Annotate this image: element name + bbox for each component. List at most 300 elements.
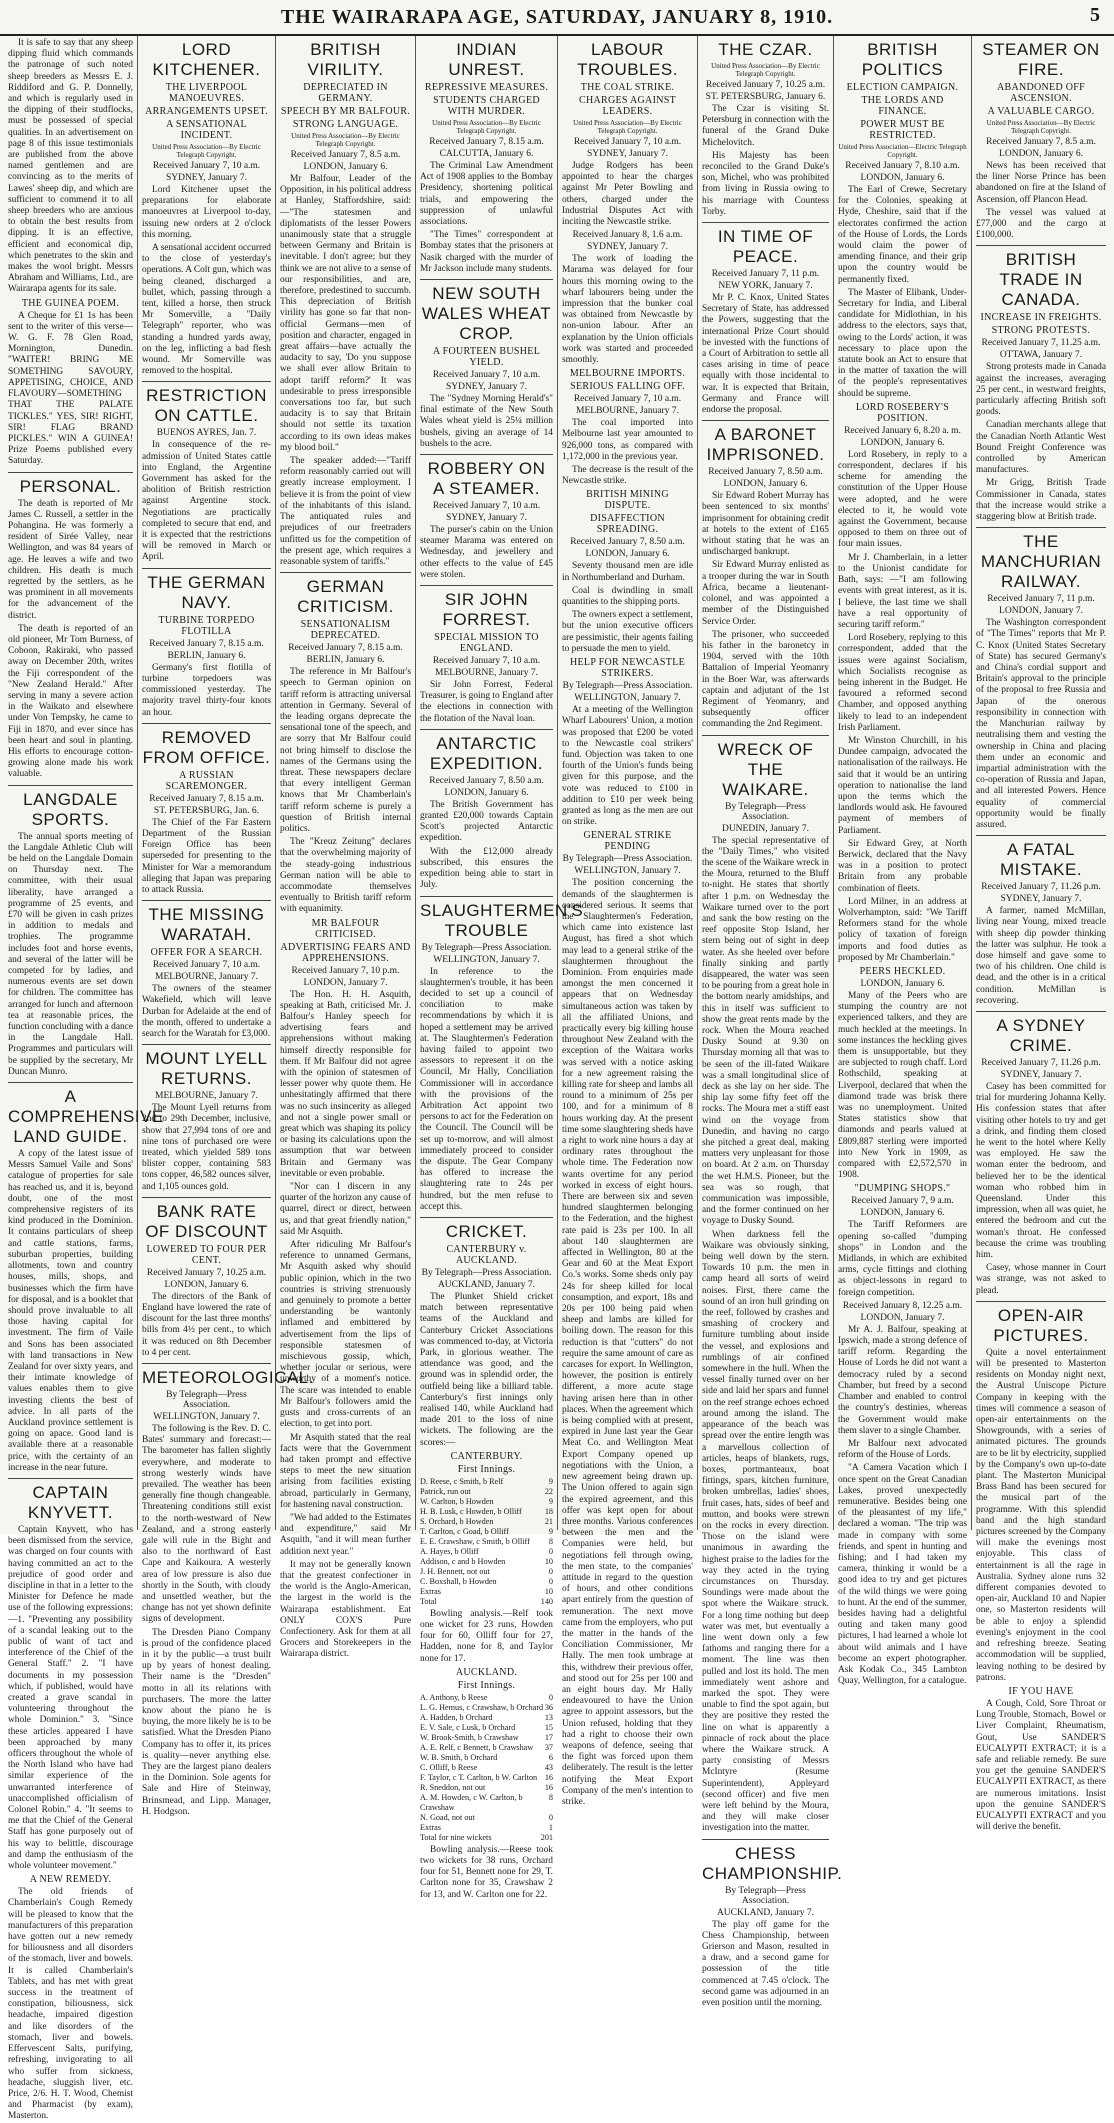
dateline: Received January 7, 10 a.m. <box>152 960 261 971</box>
scorecard-row <box>420 1587 553 1597</box>
scorecard <box>420 1693 553 1843</box>
article-subheading: First Innings. <box>457 1463 516 1475</box>
article-headline: LANGDALE SPORTS. <box>23 789 118 829</box>
article-divider <box>976 1011 1106 1012</box>
article-headline: CAPTAIN KNYVETT. <box>27 1482 114 1522</box>
scorecard-row <box>420 1743 553 1753</box>
article-paragraph: The Mount Lyell returns from 2nd to 29th December, inclusive, show that 27,994 tons of ore and nine tons of purchased ore were treated, which yielded 589 tons blister copper, containing 583 tons copper, 46,582 ounces silver, and 1,105 ounces gold. <box>142 1103 271 1192</box>
article-headline: ANTARCTIC EXPEDITION. <box>429 733 544 773</box>
article-paragraph: The reference in Mr Balfour's speech to German opinion on tariff reform is attracting universal attention in Germany. Several of the leading organs deprecate the sensational tone of the speech, and are sorry that Mr Balfour could not bring himself to disclose the names of the Germans using the threat. These newspapers declare that every intelligent German knows that Mr Chamberlain's tariff reform scheme is purely a question of British internal politics. <box>280 667 411 834</box>
article-headline: BRITISH POLITICS <box>861 40 944 79</box>
batsman: E. E. Crawshaw, c Smith, b Olliff <box>420 1536 530 1546</box>
article-subheading: ADVERTISING FEARS AND APPREHENSIONS. <box>280 941 411 964</box>
article-paragraph: The owners of the steamer Wakefield, which will leave Durban for Adelaide at the end of the month, offered to undertake a search for the Waratah for £3,000. <box>142 984 271 1039</box>
article-headline: NEW SOUTH WALES WHEAT CROP. <box>421 284 552 344</box>
article-paragraph: Sir John Forrest, Federal Treasurer, is going to England after the elections in connection with the flotation of the Naval loan. <box>420 680 553 724</box>
runs: 201 <box>540 1832 553 1842</box>
article-subheading: HELP FOR NEWCASTLE STRIKERS. <box>569 657 686 680</box>
runs: 37 <box>544 1742 553 1752</box>
article-headline: THE MANCHURIAN RAILWAY. <box>980 532 1102 592</box>
runs: 15 <box>544 1722 553 1732</box>
masthead-title: THE WAIRARAPA AGE, SATURDAY, JANUARY 8, 1910. <box>280 6 834 28</box>
wire-credit: United Press Association—By Electric Telegraph Copyright. <box>291 132 400 148</box>
article-headline: STEAMER ON FIRE. <box>982 40 1100 79</box>
article-paragraph: His Majesty has been reconciled to the Grand Duke's son, Michel, who was prohibited from living in Russia owing to his marriage with Countess Torby. <box>702 150 829 217</box>
article-subheading: THE COAL STRIKE. <box>580 82 675 93</box>
runs: 0 <box>548 1812 553 1822</box>
article-divider <box>420 279 553 280</box>
batsman: A. Hayes, b Olliff <box>420 1546 479 1556</box>
article-paragraph: The Washington correspondent of "The Times" reports that Mr P. C. Knox (United States Secretary of State) has secured Germany's and China's cordial support and Britain's approval to the principle of the proposal to free Russia and Japan of the onerous responsibility in connection with the Manchurian railway by neutralising them and vesting the ownership in China and placing them under an economic and impartial administration with the co-operation of Russia and Japan, and all interested Powers. Hence equality of commercial opportunity would be finally assured. <box>976 618 1106 830</box>
scorecard-row <box>420 1547 553 1557</box>
article-paragraph: Mr J. Chamberlain, in a letter to the Unionist candidate for Bath, says: —"I am following events with great interest, as it is. I believe, the last time we shall have a real opportunity of securing tariff reform." <box>838 552 967 630</box>
dateline: ST. PETERSBURG, January 6. <box>705 92 826 102</box>
dateline: AUCKLAND, January 7. <box>716 1907 815 1918</box>
article-subheading: IF YOU HAVE <box>1008 1685 1074 1697</box>
article-paragraph: The decrease is the result of the Newcastle strike. <box>562 465 693 487</box>
article-paragraph: "We had added to the Estimates and expenditure," said Mr Asquith, "and it will mean further addition next year." <box>280 1512 411 1557</box>
scorecard-row <box>420 1733 553 1743</box>
column-4 <box>416 36 584 1900</box>
scorecard-row <box>420 1793 553 1813</box>
article-paragraph: The special representative of the "Daily Times," who visited the scene of the Waikare wreck in the Moura, returned to the Bluff to-night. He states that shortly after 1 p.m. on Wednesday the Waikare turned over to the port and sank the bow resting on the reef opposite Stop Island, her stern being out of sight in deep water. As she heeled over before finally sinking and partly disappeared, the water was seen to be pouring from a great hole in the bottom nearly amidships, and this in itself was sufficient to show the great rents made by the rock. When the Moura reached Dusky Sound at 9.30 on Thursday morning all that was to be seen of the ill-fated Waikare was a small longitudinal slice of deck as she lay on her side. The ship lay some fifty feet off the rocks. The Moura met a stiff east wind on the voyage from Dunedin, and having no cargo she pitched a great deal, making matters very unpleasant for those on board. At 2 a.m. on Thursday the wet H.M.S. Pioneer, but the sea was so rough, that communication was impossible, and the former continued on her voyage to Dusky Sound. <box>702 835 829 1227</box>
scorecard-row <box>420 1823 553 1833</box>
wire-credit: United Press Association—By Electric Telegraph Copyright. <box>152 143 261 159</box>
article-paragraph: Canadian merchants allege that the Canadian North Atlantic West Bound Freight Conference was controlled by American manufactures. <box>976 420 1106 476</box>
runs: 0 <box>548 1692 553 1702</box>
article-divider <box>976 245 1106 246</box>
dateline: WELLINGTON, January 7. <box>574 693 681 704</box>
article-subheading: MR BALFOUR CRITICISED. <box>311 917 380 940</box>
article-paragraph: Mr P. C. Knox, United States Secretary of State, has addressed the Powers, suggesting that the international Prize Court should be invested with the functions of a Court of Arbitration to settle all cases arising in time of peace equally with those incidental to war. It is expected that Britain, Germany and France will endorse the proposal. <box>702 293 829 416</box>
column-8 <box>972 36 1110 1833</box>
runs: 10 <box>544 1586 553 1596</box>
batsman: W. B. Smith, b Orchard <box>420 1752 498 1762</box>
article-paragraph: In consequence of the re-admission of United States cattle into England, the Argentine Government has asked for the abolition of British restriction against Argentine stock. Negotiations are practically completed to secure that end, and it is expected that the restrictions will be removed in March or April. <box>142 440 271 563</box>
article-subheading: REPRESSIVE MEASURES. <box>424 82 549 93</box>
dateline: WELLINGTON, January 7. <box>153 1411 260 1422</box>
runs: 43 <box>544 1762 553 1772</box>
dateline: Received January 7, 10 p.m. <box>291 965 400 976</box>
article-paragraph: The coal imported into Melbourne last year amounted to 926,000 tons, as compared with 1,172,000 in the previous year. <box>562 418 693 462</box>
batsman: N. Goad, not out <box>420 1812 475 1822</box>
article-headline: PERSONAL. <box>19 476 122 496</box>
article-subheading: A VALUABLE CARGO. <box>987 106 1095 117</box>
dateline: LONDON, January 6. <box>723 479 808 490</box>
article-divider <box>280 572 411 573</box>
article-paragraph: Bowling analysis.—Reese took two wickets for 38 runs, Orchard four for 51, Bennett none for 29, T. Carlton none for 35, Crawshaw 2 for 13, and W. Carlton one for 22. <box>420 1844 553 1900</box>
dateline: Received January 8, 1.6 a.m. <box>572 230 683 241</box>
article-divider <box>976 1301 1106 1302</box>
dateline: SYDNEY, January 7. <box>586 242 669 253</box>
article-paragraph: Lord Milner, in an address at Wolverhampton, said: "We Tariff Reformers stand for the whole policy of taxation of foreign imports and food duties as proposed by Mr Chamberlain." <box>838 896 967 963</box>
dateline: By Telegraph—Press Association. <box>421 1267 552 1278</box>
batsman: Addison, c and b Howden <box>420 1556 506 1566</box>
article-paragraph: With the £12,000 already subscribed, this ensures the expedition being able to start in July. <box>420 846 553 891</box>
dateline: SYDNEY, January 7. <box>445 382 528 393</box>
article-headline: LABOUR TROUBLES. <box>577 40 678 79</box>
dateline: SYDNEY, January 7. <box>586 149 669 159</box>
runs: 18 <box>544 1506 553 1516</box>
scorecard-row <box>420 1763 553 1773</box>
article-paragraph: The prisoner, who succeeded his father in the baronetcy in 1904, served with the 10th Battalion of Imperial Yeomanry in the Boer War, was afterwards captain and adjutant of the 1st Regiment of Yeomanry, and subsequently officer commanding the 2nd Regiment. <box>702 629 829 730</box>
article-paragraph: The position concerning the demands of the slaughtermen is considered serious. It seems that the Slaughtermen's Federation, which came into existence last August, has fired a shot which may lead to a general strike of the slaughtermen throughout the Dominion. From enquiries made amongst the men concerned it appears that on Wednesday simultaneous action was taken by all the affiliated Unions, and practically every big killing house throughout New Zealand with the exception of the Waitara works was served with a notice asking for a new agreement raising the killing rate for sheep and lambs all round to a minimum of 25s per 100, and for a minimum of 8 hours working day. At the present time some slaughtering sheds have a right to work nine hours a day at ordinary rates throughout the whole time. The Federation now wants overtime for any period worked in excess of eight hours. There are between six and seven hundred slaughtermen belonging to the Federation, and the highest rate paid is 23s per 100. In all about 140 slaughtermen are affected in Wellington, 80 at the Gear and 60 at the Meat Export Co.'s works. Some sheds only pay 24s for sheep killed for local consumption, and export, 18s and 20s per 100 being paid when sheep and lambs are killed for boiling down. The reason for this reduction is that "cutters" do not require the same amount of care as carcases for export. In Wellington, however, the position is entirely different, a more acute stage having arisen here than in other places. When the agreement which is being complied with at present, expired in June last year the Gear Meat Co. and Wellington Meat Export Company opened up negotiations with the Union, a new agreement being drawn up. The Union offered to again sign the expired agreement, and this offer was kept open for about three months. Various conferences between the men and the Companies were held, but negotiations fell through owing, the men state, to the companies' attitude in regard to the question of hours, and other conditions apart entirely from the question of remuneration. The next move came from the employers, who put the matter in the hands of the Conciliation Commissioner, Mr Hally. The men took umbrage at this, withdrew their previous offer, and stood out for 25s per 100 and an eight hours day. Mr Hally endeavoured to have the Union agree to appoint assessors, but the Union refused, holding that they had a right to choose their own weapons of defence, seeing that the fight was forced upon them deliberately. The result is the letter notifying the Meat Export Company of the men's intention to strike. <box>562 878 693 1807</box>
article-divider <box>976 835 1106 836</box>
dateline: Received January 7, 10.25 a.m. <box>705 80 826 90</box>
article-divider <box>976 527 1106 528</box>
article-paragraph: The Earl of Crewe, Secretary for the Colonies, speaking at Hyde, Cheshire, said that if the electorates confirmed the action of the House of Lords, the Lords would claim the power of amending finance, and their grip upon the country would be permanently fixed. <box>838 185 967 285</box>
dateline: Received January 8, 12.25 a.m. <box>842 1300 963 1311</box>
column-2 <box>138 36 314 1817</box>
batsman: C. Olliff, b Reese <box>420 1762 478 1772</box>
article-subheading: ELECTION CAMPAIGN. <box>846 82 959 93</box>
article-subheading: AUCKLAND. <box>455 1666 518 1678</box>
article-divider <box>420 1217 553 1218</box>
article-headline: CHESS CHAMPIONSHIP. <box>702 1843 843 1883</box>
article-paragraph: Captain Knyvett, who has been dismissed from the service, was charged on four counts with having committed an act to the prejudice of good order and discipline in that in a letter to the Minister for Defence he made use of the following expressions:—1. "Preventing any possibility of a scandal leaking out to the public of want of tact and interference of the Chief of the General Staff." 2. "I have documents in my possession which, if published, would have created a grave scandal in volunteering throughout the whole Dominion." 3. "Since these articles appeared I have been approached by many officers throughout the whole of the North Island who have had similar experience of the unwarranted interference of unaccomplished officialism of Colonel Robin." 4. "It seems to me that the Chief of the General Staff has gone purposely out of his way to belittle, discourage and damp the enthusiasm of the whole volunteer movement." <box>8 1524 133 1872</box>
columns-container <box>4 36 1110 2122</box>
article-paragraph: "The Times" correspondent at Bombay states that the prisoners at Nasik charged with the murder of Mr Jackson include many students. <box>420 230 553 274</box>
article-paragraph: Sir Edward Murray enlisted as a trooper during the war in South Africa, became a lieutenant-colonel, and was appointed a member of the Distinguished Service Order. <box>702 560 829 627</box>
article-paragraph: The Tariff Reformers are opening so-called "dumping shops" in London and the Midlands, in which are exhibited arms, cycle fittings and clothing as object-lessons in regard to foreign competition. <box>838 1220 967 1298</box>
runs: 0 <box>548 1566 553 1576</box>
masthead <box>0 0 1114 36</box>
column-6 <box>698 36 843 2009</box>
dateline: BERLIN, January 6. <box>167 650 246 661</box>
article-divider <box>702 735 829 736</box>
batsman: T. Carlton, c Goad, b Olliff <box>420 1526 509 1536</box>
article-divider <box>142 723 271 724</box>
article-paragraph: The annual sports meeting of the Langdale Athletic Club will be held on the Langdale Domain on Thursday next. The committee, with their usual liberality, have arranged a programme of 25 events, and £70 will be given in cash prizes in addition to medals and trophies. The programme includes foot and horse events, and several of the latter will be competed for by ladies, and numerous events are set down for children. The committee has arranged for lunch and afternoon tea at reasonable prices, the function concluding with a dance in the Langdale Hall. Programmes and particulars will be supplied by the secretary, Mr Duncan Munro. <box>8 831 133 1077</box>
scorecard-row <box>420 1477 553 1487</box>
article-headline: INDIAN UNREST. <box>448 40 525 79</box>
scorecard-row <box>420 1487 553 1497</box>
article-headline: LORD KITCHENER. <box>152 40 261 79</box>
dateline: Received January 7, 8.50 a.m. <box>429 775 544 786</box>
runs: 9 <box>548 1496 553 1506</box>
article-subheading: THE LORDS AND FINANCE. <box>861 95 944 117</box>
runs: 16 <box>544 1772 553 1782</box>
dateline: LONDON, January 6. <box>999 149 1083 159</box>
article-headline: RESTRICTION ON CATTLE. <box>146 386 267 426</box>
dateline: AUCKLAND, January 7. <box>437 1279 536 1290</box>
batsman: L. G. Hemus, c Crawshaw, b Orchard <box>420 1702 544 1712</box>
article-paragraph: A copy of the latest issue of Messrs Samuel Vaile and Sons' catalogue of properties for sale has reached us, and it is, beyond doubt, one of the most comprehensive registers of its kind produced in the Dominion. It contains particulars of sheep and cattle stations, farms, suburban properties, building allotments, town and country houses, mills, shops, and businesses which the firm have for disposal, and is a booklet that should prove invaluable to all those having capital for investment. The firm of Vaile and Sons has been associated with land transactions in New Zealand for over sixty years, and their intimate knowledge of values enables them to give investing clients the best of advice. In all parts of the Auckland province settlement is going on apace. Good land is available there at a reasonable price, with the certainty of an increase in the near future. <box>8 1149 133 1473</box>
dateline: SYDNEY, January 7. <box>445 513 528 524</box>
article-subheading: MELBOURNE IMPORTS. <box>569 368 686 380</box>
wire-credit: United Press Association—By Electric Telegraph Copyright. <box>573 119 682 135</box>
article-headline: WRECK OF THE WAIKARE. <box>717 739 814 799</box>
article-headline: SIR JOHN FORREST. <box>442 590 531 630</box>
article-paragraph: Lord Rosebery, replying to this correspondent, added that the issues were against Socialism, which Socialists recognise as being inherent in the Budget. He favoured a reformed second Chamber, and opposed anything likely to lead to an independent Irish Parliament. <box>838 633 967 733</box>
dateline: By Telegraph—Press Association. <box>562 854 693 865</box>
article-paragraph: Sir Edward Robert Murray has been sentenced to six months' imprisonment for obtaining credit at hotels to the extent of £165 without stating that he was an undischarged bankrupt. <box>702 491 829 558</box>
batsman: H. B. Lusk, c Howden, b Olliff <box>420 1506 522 1516</box>
dateline: MELBOURNE, January 7. <box>155 1091 258 1102</box>
dateline: BERLIN, January 6. <box>306 655 385 666</box>
batsman: R. Sneddon, not out <box>420 1782 486 1792</box>
article-divider <box>702 222 829 223</box>
article-paragraph: When darkness fell the Waikare was obviously sinking, being well down by the stern. Towards 10 p.m. the men in camp heard all sorts of weird noises. First, there came the sound of an iron hull grinding on the reef, followed by crashes and smashing of crockery and furniture tumbling about inside the vessel, and explosions and rumblings of air confined somewhere in the hull. When the vessel finally turned over on her side and laid her spars and funnel on the reef strange echoes echoed around among the island. The appearance of the beach was spread over the entire length was a marvellous collection of articles, heaps of blankets, rugs, boxes, portmanteaux, boat fittings, spars, kitchen furniture, broken umbrellas, ladies' shoes, fruit cases, hats, sides of beef and mutton, and books were strewn on the rocks in every direction. Those on the island were unanimous in awarding the highest praise to the ladies for the way they acted in the trying circumstances on Thursday. Soundings were made about the spot where the Waikare struck. For a long time nothing but deep water was met, but eventually a line went down only a few fathoms and ranging there for a moment. The line was then pulled and lost its hold. The men immediately went ashore and marked the spot. They were unable to find the spot again, but they are positive they rested the line on what is apparently a pinnacle of rock about the place where the Waikare struck. A party consisting of Messrs McIntyre (Resume Superintendent), Appleyard (second officer) and five men were left behind by the Moura, and they will make closer investigation into the matter. <box>702 1229 829 1834</box>
article-paragraph: The directors of the Bank of England have lowered the rate of discount for the last three months' bills from 4½ per cent., to which it was reduced on 8th December to 4 per cent. <box>142 1291 271 1358</box>
scorecard-row <box>420 1833 553 1843</box>
runs: 8 <box>548 1792 553 1802</box>
column-1 <box>4 36 164 2122</box>
runs: 13 <box>544 1712 553 1722</box>
dateline: Received January 7, 8.5 a.m. <box>986 137 1096 147</box>
article-subheading: STRONG LANGUAGE. <box>292 119 399 130</box>
article-paragraph: Casey has been committed for trial for murdering Johanna Kelly. His confession states that after visiting other hotels to try and get a drink, and finding them closed he went to the hotel where Kelly was employed. He saw the woman enter the bedroom, and believed her to be the identical woman who robbed him in Queensland. Under this impression, when all was quiet, he entered the bedroom and cut the woman's throat. He confessed because the crime was troubling him. <box>976 1081 1106 1260</box>
dateline: LONDON, January 7. <box>999 606 1083 617</box>
dateline: Received January 6, 8.20 a. m. <box>844 425 961 436</box>
article-paragraph: The Chief of the Far Eastern Department of the Russian Foreign Office has been superseded for presenting to the Minister for War a memorandum alleging that Japan was preparing to attack Russia. <box>142 817 271 895</box>
dateline: LONDON, January 7. <box>303 977 388 988</box>
batsman: A. Anthony, b Reese <box>420 1692 488 1702</box>
batsman: D. Reese, c Smith, b Relf <box>420 1476 504 1486</box>
dateline: CALCUTTA, January 6. <box>439 149 534 159</box>
article-paragraph: "A Camera Vacation which I once spent on the Great Canadian Lakes, proved unexpectedly remunerative. Besides being one of the pleasantest of my life," declared a woman. "The trip was made in company with some friends, and spent in hunting and fishing; and I had taken my camera, thinking it would be a good idea to try and get pictures of the wild things we were going to hunt. At the end of the summer, besides having had a delightful outing and taken many good pictures, I had learned a whole lot about wild animals and I have become an expert photographer. Ask Kodak Co., 345 Lambton Quay, Wellington, for a catalogue. <box>838 1463 967 1687</box>
dateline: LONDON, January 6. <box>444 787 529 798</box>
runs: 0 <box>548 1576 553 1586</box>
article-paragraph: A Cheque for £1 1s has been sent to the writer of this verse—W. G. F. 78 Glen Road, Mornington, Dunedin. "WAITER! BRING ME SOMETHING SAVOURY, APPETISING, CHOICE, AND FLAVOURY—SOMETHING THAT THE PALATE TICKLES." YES, SIR! RIGHT, SIR! FLAG BRAND PICKLES." WIN A GUINEA! Prize Poems published every Saturday. <box>8 310 133 467</box>
article-subheading: ABANDONED OFF ASCENSION. <box>996 82 1086 104</box>
dateline: By Telegraph—Press Association. <box>421 942 552 953</box>
dateline: Received January 7, 11 p.m. <box>987 594 1095 605</box>
article-paragraph: The Czar is visiting St. Petersburg in connection with the funeral of the Grand Duke Michelovitch. <box>702 104 829 148</box>
article-divider <box>142 1044 271 1045</box>
article-divider <box>8 785 133 786</box>
dateline: ST. PETERSBURG, Jan. 6. <box>153 805 260 816</box>
article-headline: ROBBERY ON A STEAMER. <box>427 459 546 499</box>
article-headline: THE CZAR. <box>718 40 813 59</box>
article-subheading: ARRANGEMENTS UPSET. <box>145 106 268 117</box>
dateline: Received January 7, 10 a.m. <box>573 137 682 147</box>
column-7 <box>834 36 972 1687</box>
dateline: LONDON, January 7. <box>860 1312 945 1323</box>
dateline: Received January 7, 11 p.m. <box>711 269 820 280</box>
scorecard-row <box>420 1577 553 1587</box>
article-paragraph: Casey, whose manner in Court was strange, was not asked to plead. <box>976 1263 1106 1296</box>
dateline: NEW YORK, January 7. <box>718 281 813 292</box>
batsman: C. Boxshall, b Howden <box>420 1576 497 1586</box>
batsman: S. Orchard, b Howden <box>420 1516 494 1526</box>
article-paragraph: The "Sydney Morning Herald's" final estimate of the New South Wales wheat yield is 25¼ million bushels, giving an average of 14 bushels to the acre. <box>420 394 553 449</box>
batsman: Total <box>420 1596 437 1606</box>
article-paragraph: The speaker added:—"Tariff reform reasonably carried out will greatly increase employment. I believe it is from the point of view of the inhabitants of this island. The antiquated rules and prejudices of our freetraders unfitted us for the competition of the present age, which requires a reasonable system of tariffs." <box>280 456 411 567</box>
batsman: A. E. Relf, c Bennett, b Crawshaw <box>420 1742 534 1752</box>
article-paragraph: A sensational accident occurred to the close of yesterday's operations. A Colt gun, which was being cleaned, discharged a bullet, which, passing through a tent, killed a horse, then struck Mr Somerville, a "Daily Telegraph" reporter, who was standing a hundred yards away, on the leg, inflicting a bad flesh wound. Mr Somerville was removed to the hospital. <box>142 243 271 377</box>
article-headline: METEOROLOGICAL. <box>142 1367 314 1387</box>
runs: 6 <box>548 1752 553 1762</box>
article-paragraph: Many of the Peers who are stumping the country are not experienced talkers, and they are much heckled at the meetings. In some instances the heckling gives them is unsupportable, but they are subjected to rough chaff. Lord Rothschild, speaking at Liverpool, declared that when the diamond trade was brisk there was no unemployment. United States statistics show that diamonds and pearls valued at £809,887 sterling were imported into New York in 1909, as compared with £2,572,570 in 1908. <box>838 991 967 1181</box>
scorecard-row <box>420 1517 553 1527</box>
article-headline: A COMPREHENSIVE LAND GUIDE. <box>8 1087 164 1147</box>
article-paragraph: The death is reported of an old pioneer, Mr Tom Burness, of Coboon, Rakiraki, who passed away on December 20th, writes the Fiji correspondent of the "New Zealand Herald." After serving in many a severe action in the Waikato and elsewhere under Von Tempsky, he came to Fiji in 1870, and ever since has been heart and soul in planting. His efforts to encourage cotton-growing alone made his work valuable. <box>8 623 133 780</box>
batsman: Extras <box>420 1822 441 1832</box>
article-paragraph: The work of loading the Marama was delayed for four hours this morning owing to the wharf labourers being under the impression that the bunker coal was obtained from Newcastle by non-union labour. After an explanation by the Union officials work was started and proceeded smoothly. <box>562 254 693 366</box>
article-divider <box>420 729 553 730</box>
article-paragraph: The following is the Rev. D. C. Bates' summary and forecast:—The barometer has fallen slightly everywhere, and moderate to strong westerly winds have prevailed. The weather has been generally fine though changeable. Threatening conditions still exist to the north-westward of New Zealand, and a strong easterly gale will rule in the Bight and also to the northward of East Cape and Kaikoura. A westerly area of low pressure is also due shortly in the South, with cloudy and unsettled weather, but the change has not yet shown definite signs of development. <box>142 1423 271 1625</box>
article-headline: A SYDNEY CRIME. <box>996 1015 1086 1055</box>
dateline: BUENOS AYRES, Jan. 7. <box>156 428 257 439</box>
article-subheading: CANTERBURY v. AUCKLAND. <box>446 1243 527 1266</box>
scorecard-row <box>420 1557 553 1567</box>
article-subheading: "DUMPING SHOPS." <box>854 1183 951 1195</box>
article-headline: BRITISH VIRILITY. <box>307 40 384 79</box>
runs: 140 <box>540 1596 553 1606</box>
runs: 8 <box>548 1536 553 1546</box>
dateline: LONDON, January 6. <box>860 1208 945 1219</box>
article-paragraph: It may not be generally known that the greatest confectioner in the world is the Anglo-American, the largest in the world is the Wairarapa establishment. Eat ONLY COX'S Pure Confectionery. Ask for them at all Grocers and Storekeepers in the Wairarapa district. <box>280 1559 411 1660</box>
batsman: Extras <box>420 1586 441 1596</box>
dateline: MELBOURNE, January 7. <box>155 972 258 983</box>
article-subheading: CHARGES AGAINST LEADERS. <box>578 95 676 117</box>
article-paragraph: Mr Balfour, Leader of the Opposition, in his political address at Hanley, Staffordshire, said:—"The statesmen and diplomatists of the lesser Powers unanimously state that a struggle between Germany and Britain is inevitable. I don't agree; but they think we are not alive to a sense of our responsibilities, and are, therefore, predestined to succumb. This depreciation of British virility has gone so far that non-official Germans—men of position and character, engaged in great affairs—have actually the audacity to say, 'Do you suppose we shall ever allow Britain to adopt tariff reform?' It was undesirable to press irresponsible conversations too far, but such audacity is to say that Britain should not settle its taxation according to its own ideas makes my blood boil." <box>280 174 411 453</box>
article-headline: SLAUGHTERMEN'S TROUBLE <box>420 900 584 940</box>
article-subheading: TURBINE TORPEDO FLOTILLA <box>158 614 255 637</box>
scorecard-row <box>420 1507 553 1517</box>
batsman: Patrick, run out <box>420 1486 471 1496</box>
dateline: DUNEDIN, January 7. <box>721 823 810 834</box>
dateline: Received January 7, 10 a.m. <box>432 370 541 381</box>
scorecard-row <box>420 1773 553 1783</box>
scorecard-row <box>420 1703 553 1713</box>
scorecard-row <box>420 1783 553 1793</box>
article-subheading: OFFER FOR A SEARCH. <box>150 947 263 959</box>
runs: 21 <box>544 1516 553 1526</box>
dateline: Received January 7, 8.15 a.m. <box>149 793 264 804</box>
article-paragraph: In reference to the slaughtermen's trouble, it has been decided to set up a council of conciliation to make recommendations by which it is hoped a settlement may be arrived at. The Slaughtermen's Federation having failed to appoint two assessors to represent it on the Council, Mr Hally, Conciliation Commissioner will in accordance with the provisions of the Arbitration Act appoint two persons to act for the Federation on the Council. The Council will be set up to-morrow, and will almost immediately proceed to consider the dispute. The Gear Company has offered to increase the slaughtering rate to 24s per hundred, but the men refuse to accept this. <box>420 966 553 1212</box>
runs: 16 <box>544 1782 553 1792</box>
article-subheading: GENERAL STRIKE PENDING <box>583 830 672 853</box>
scorecard-row <box>420 1713 553 1723</box>
article-divider <box>8 1082 133 1083</box>
dateline: Received January 7, 11.25 a.m. <box>981 338 1101 349</box>
article-headline: A FATAL MISTAKE. <box>999 840 1083 880</box>
article-paragraph: The Dresden Piano Company is proud of the confidence placed in it by the public—a trust built up by years of honest dealing. Their name is the "Dresden" motto in all its relations with purchasers. The more the latter know about the piano he is buying, the more likely he is to be satisfied. What the Dresden Piano Company has to offer it, its prices is quality—never anything else. They are the largest piano dealers in the Dominion. Sole agents for Sale and Hire of Steinway, Brinsmead, and Lipp. Manager, H. Hodgson. <box>142 1627 271 1817</box>
article-divider <box>8 1478 133 1479</box>
article-subheading: BRITISH MINING DISPUTE. <box>586 489 669 512</box>
dateline: MELBOURNE, January 7. <box>576 406 679 417</box>
article-paragraph: Mr Winston Churchill, in his Dundee campaign, advocated the nationalisation of the railways. He said that it would be an untiring operation to nationalise the land upon the terms which the landlords would ask. He favoured payment of members of Parliament. <box>838 735 967 836</box>
article-paragraph: The vessel was valued at £77,000 and the cargo at £100,000. <box>976 207 1106 241</box>
article-subheading: PEERS HECKLED. <box>859 966 946 977</box>
dateline: Received January 7, 10 a.m. <box>152 161 261 171</box>
article-paragraph: The British Government has granted £20,000 towards Captain Scott's projected Antarctic expedition. <box>420 799 553 844</box>
dateline: Received January 7, 8.15 a.m. <box>429 137 544 147</box>
article-paragraph: Mr A. J. Balfour, speaking at Ipswich, made a strong defence of tariff reform. Regarding the House of Lords he did not want a democracy ruled by a second Chamber, but freed by a second Chamber and enabled to control the country's destinies, whereas the Government would make them slaver to a single Chamber. <box>838 1324 967 1436</box>
article-paragraph: The Master of Elibank, Under-Secretary for India, and Liberal candidate for Midlothian, in his address to the electors, says that, owing to the Lords' action, it was necessary to place upon the statute book an Act to ensure that in the matter of taxation the will of the people's representatives should be supreme. <box>838 287 967 399</box>
batsman: Total for nine wickets <box>420 1832 492 1842</box>
article-headline: GERMAN CRITICISM. <box>297 577 394 617</box>
article-divider <box>702 1839 829 1840</box>
scorecard <box>420 1477 553 1607</box>
article-subheading: POWER MUST BE RESTRICTED. <box>860 119 945 141</box>
dateline: LONDON, January 6. <box>303 162 388 172</box>
dateline: MELBOURNE, January 7. <box>435 668 538 679</box>
article-subheading: SERIOUS FALLING OFF. <box>570 381 685 393</box>
scorecard-row <box>420 1537 553 1547</box>
dateline: Received January 7, 8.50 a.m. <box>570 537 685 548</box>
article-divider <box>142 381 271 382</box>
wire-credit: United Press Association—Electric Telegraph Copyright. <box>838 143 967 159</box>
article-paragraph: The Hon. H. H. Asquith, speaking at Bath, criticised Mr. J. Balfour's Hanley speech for advertising fears and apprehensions without making himself directly responsible for them. If Mr Balfour did not agree with the opinion of statesmen of lesser power why quote them. He unhesitatingly affirmed that there was no such insincerity as alleged and not a single power small or great which was shaping its policy or basing its calculations upon the assumption that war between Britain and Germany was inevitable or even probable. <box>280 989 411 1179</box>
dateline: OTTAWA, January 7. <box>999 350 1083 361</box>
dateline: By Telegraph—Press Association. <box>562 681 693 692</box>
dateline: By Telegraph—Press Association. <box>166 1389 247 1410</box>
article-subheading: STUDENTS CHARGED WITH MURDER. <box>433 95 540 117</box>
runs: 36 <box>544 1702 553 1712</box>
article-headline: BANK RATE OF DISCOUNT <box>145 1201 268 1241</box>
article-divider <box>420 454 553 455</box>
article-subheading: CANTERBURY. <box>450 1450 523 1462</box>
scorecard-row <box>420 1753 553 1763</box>
scorecard-row <box>420 1693 553 1703</box>
article-paragraph: Coal is dwindling in small quantities to the shipping ports. <box>562 585 693 608</box>
runs: 9 <box>548 1476 553 1486</box>
article-subheading: A FOURTEEN BUSHEL YIELD. <box>432 346 541 369</box>
scorecard-row <box>420 1597 553 1607</box>
article-subheading: DEPRECIATED IN GERMANY. <box>303 82 388 104</box>
article-headline: MOUNT LYELL RETURNS. <box>145 1049 268 1089</box>
article-paragraph: Mr Grigg, British Trade Commissioner in Canada, states that the increase would strike a staggering blow at British trade. <box>976 478 1106 523</box>
column-3 <box>276 36 416 1660</box>
dateline: WELLINGTON, January 7. <box>574 866 681 877</box>
batsman: W. Carlton, b Howden <box>420 1496 494 1506</box>
article-subheading: LOWERED TO FOUR PER CENT. <box>146 1243 267 1266</box>
dateline: Received January 7, 8.10 a.m. <box>845 161 960 171</box>
article-divider <box>142 1363 271 1364</box>
dateline: Received January 7, 11.26 p.m. <box>981 882 1101 893</box>
batsman: F. Taylor, c T. Carlton, b W. Carlton <box>420 1772 538 1782</box>
dateline: Received January 7, 10.25 a.m. <box>146 1267 267 1278</box>
batsman: J. H. Bennett, not out <box>420 1566 490 1576</box>
article-paragraph: Mr Asquith stated that the real facts were that the Government had taken prompt and effective steps to meet the new situation arising from facilities existing abroad, particularly in Germany, for hastening naval construction. <box>280 1432 411 1510</box>
article-subheading: SPEECH BY MR BALFOUR. <box>280 106 411 117</box>
article-paragraph: It is safe to say that any sheep dipping fluid which commands the patronage of such noted sheep breeders as Messrs E. J. Riddiford and G. P. Donnelly, and which is regularly used in the dipping of their studflocks, must be possessed of special qualities. In an advertisement on page 8 of this issue testimonials are published from the above named gentlemen and are convincing as to the merits of Lawes' sheep dip, and which are sufficient to commend it to all sheep breeders who are anxious to obtain the best results from dipping. It is an effective, efficient and economical dip, which penetrates to the skin and makes the wool bright. Messrs Abraham and Williams, Ltd., are Wairarapa agents for its sale. <box>8 38 133 295</box>
article-subheading: DISAFFECTION SPREADING. <box>590 513 665 536</box>
article-paragraph: News has been received that the liner Norse Prince has been abandoned on fire at the Island of Ascension, off Plancon Head. <box>976 161 1106 205</box>
article-paragraph: The Plunket Shield cricket match between representative teams of the Auckland and Canterbury Cricket Associations was commenced to-day, at Victoria Park, in glorious weather. The attendance was good, and the ground was in splendid order, the outfield being like a billiard table. Canterbury's first innings only realised 140, while Auckland had made 201 to the loss of nine wickets. The following are the scores:— <box>420 1291 553 1448</box>
dateline: By Telegraph—Press Association. <box>725 801 806 822</box>
article-headline: A BARONET IMPRISONED. <box>706 425 825 465</box>
article-paragraph: Quite a novel entertainment will be presented to Masterton residents on Monday night next, the Austral Uniscope Picture Company in keeping with the times will commence a season of open-air entertainments on the Showgrounds, with a series of animated pictures. The grounds are to be lit by electricity, supplied by the Company's own up-to-date plant. The Masterton Municipal Brass Band has been secured for the musical part of the programme. With this splendid band and the high standard pictures screened by the Company will make the evenings most enjoyable. This class of entertainment is all the rage in Australia. Sydney alone runs 32 different companies devoted to open-air, Auckland 10 and Napier one, so Masterton residents will be able to enjoy a splendid evening's enjoyment in the cool and refreshing breeze. Seating accommodation will be supplied, leaving nothing to be desired by patrons. <box>976 1347 1106 1683</box>
dateline: SYDNEY, January 7. <box>1000 894 1082 905</box>
article-subheading: SENSATIONALISM DEPRECATED. <box>300 619 391 642</box>
article-paragraph: The play off game for the Chess Championship, between Grierson and Mason, resulted in a draw, and a second game for possession of the title commenced at 7.45 o'clock. The second game was adjourned in an even position until the morning. <box>702 1919 829 2009</box>
article-paragraph: Germany's first flotilla of turbine torpedoers was commissioned yesterday. The majority travel thirty-four knots an hour. <box>142 662 271 718</box>
article-headline: THE MISSING WARATAH. <box>148 905 265 945</box>
article-divider <box>702 420 829 421</box>
runs: 10 <box>544 1556 553 1566</box>
article-subheading: SPECIAL MISSION TO ENGLAND. <box>434 632 539 655</box>
article-paragraph: "Nor can I discern in any quarter of the horizon any cause of quarrel, direct or direct, between us, and that great friendly nation," said Mr Asquith. <box>280 1182 411 1237</box>
scorecard-row <box>420 1567 553 1577</box>
batsman: A. M. Howden, c W. Carlton, b Crawshaw <box>420 1792 523 1812</box>
article-subheading: LORD ROSEBERY'S POSITION. <box>855 401 950 424</box>
article-paragraph: The purser's cabin on the Union steamer Marama was entered on Wednesday, and jewellery and other effects to the value of £45 were stolen. <box>420 525 553 580</box>
article-subheading: THE GUINEA POEM. <box>21 297 120 309</box>
article-subheading: STRONG PROTESTS. <box>991 325 1091 337</box>
dateline: Received January 7, 8.50 a.m. <box>708 467 823 478</box>
article-headline: REMOVED FROM OFFICE. <box>142 727 271 767</box>
article-subheading: THE LIVERPOOL MANOEUVRES. <box>165 82 248 104</box>
article-paragraph: Sir Edward Grey, at North Berwick, declared that the Navy was in a position to protect Britain from any probable combination of fleets. <box>838 838 967 894</box>
article-paragraph: The old friends of Chamberlain's Cough Remedy will be pleased to know that the manufacturers of this preparation have gotten out a new remedy for biliousness and all disorders of the stomach, liver and bowels. It is called Chamberlain's Tablets, and has met with great success in the treatment of constipation, biliousness, sick headache, impaired digestion and like disorders of the stomach, liver and bowels. Effervescent Salts, purifying, refreshing, invigorating to all who suffer from sickness, headache, sluggish liver, etc. Price, 2/6. H. T. Wood, Chemist and Pharmacist (by exam), Masterton. <box>8 1887 133 2122</box>
article-headline: CRICKET. <box>445 1221 528 1241</box>
page-number: 5 <box>1090 4 1100 26</box>
article-paragraph: Seventy thousand men are idle in Northumberland and Durham. <box>562 561 693 583</box>
